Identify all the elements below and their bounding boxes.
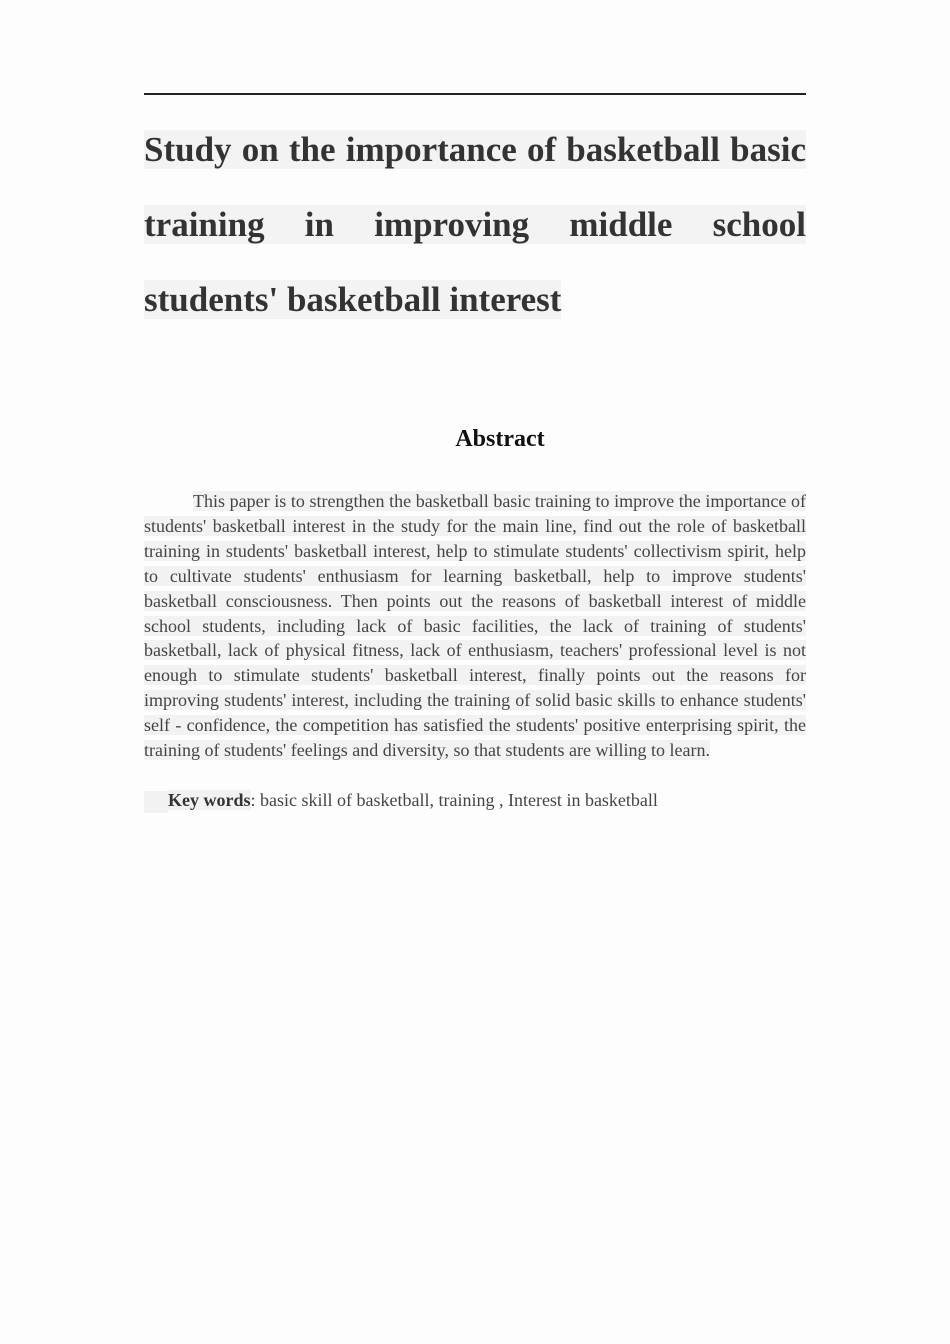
abstract-heading: Abstract [455, 426, 545, 452]
abstract-text: This paper is to strengthen the basketball basic training to improve the importance of students' basketball interest in the study for the main line, find out the role of basketball training in students' basketball interest, help to stimulate students' collectivism spirit, help to cultivate students' enthusiasm for learning basketball, help to improve students' basketball consciousness. Then points out the reasons of basketball interest of middle school students, including lack of basic facilities, the lack of training of students' basketball, lack of physical fitness, lack of enthusiasm, teachers' professional level is not enough to stimulate students' basketball interest, finally points out the reasons for improving students' interest, including the training of solid basic skills to enhance students' self - confidence, the competition has satisfied the students' positive enterprising spirit, the training of students' feelings and diversity, so that students are willing to learn. [144, 491, 806, 761]
keywords-label: Key words [168, 790, 251, 810]
keywords-text: basic skill of basketball, training , Interest in basketball [255, 790, 658, 810]
keywords-separator: : [250, 790, 256, 810]
keywords-indent [144, 791, 168, 813]
header-rule [144, 93, 806, 95]
paper-title [144, 112, 806, 337]
paper-title-text: Study on the importance of basketball basic training in improving middle school students' basketball interest [144, 130, 806, 319]
keywords-line [144, 788, 806, 813]
abstract-paragraph [144, 489, 806, 763]
